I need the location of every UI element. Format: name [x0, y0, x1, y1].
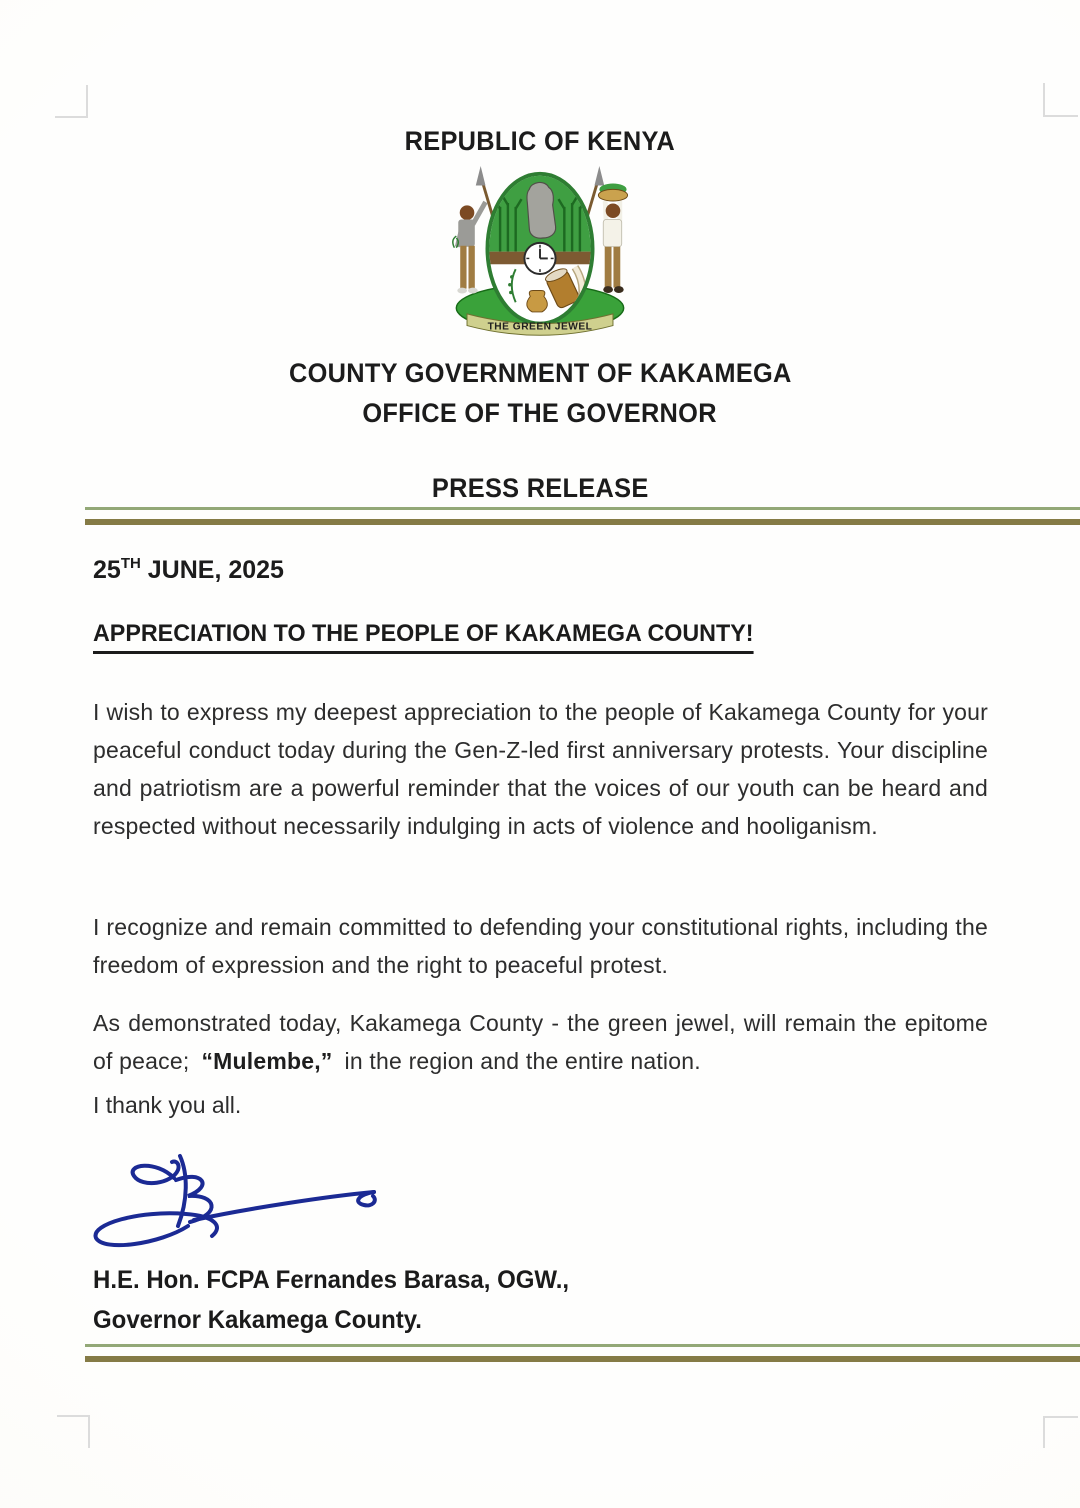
county-heading: [0, 358, 1080, 389]
subject-heading-text: APPRECIATION TO THE PEOPLE OF KAKAMEGA COUNTY!: [93, 620, 753, 654]
body-paragraph-3: [93, 1004, 988, 1080]
left-supporter-figure: [453, 202, 486, 293]
date-rest: JUNE, 2025: [140, 556, 284, 584]
footer-divider-olive-line: [85, 1356, 1080, 1362]
fold-mark-bottom-right: [1043, 1416, 1078, 1448]
signature: [90, 1148, 400, 1258]
footer-divider-green-line: [85, 1344, 1080, 1347]
office-heading: [0, 398, 1080, 429]
signatory-title: Governor Kakamega County.: [93, 1306, 422, 1334]
paragraph-3-before: As demonstrated today, Kakamega County - the green jewel, will remain the epitome of peace;: [93, 1010, 988, 1074]
kakamega-county-coat-of-arms: [438, 166, 643, 351]
header-divider-green-line: [85, 507, 1080, 510]
fold-mark-top-left: [55, 85, 88, 118]
paragraph-3-after: in the region and the entire nation.: [344, 1048, 701, 1074]
fold-mark-bottom-left: [57, 1415, 90, 1448]
header-divider: [85, 507, 1080, 525]
body-paragraph-1: I wish to express my deepest appreciation to the people of Kakamega County for your peaceful conduct today during the Gen-Z-led first anniversary protests. Your discipline and patriotism are a powerful reminder that the voices of our youth can be heard and respected without necessarily indulging in acts of violence and hooliganism.: [93, 699, 988, 839]
signatory-block: [93, 1260, 589, 1340]
republic-heading: [0, 126, 1080, 157]
clock-icon: [524, 243, 555, 274]
paragraph-3-mulembe: “Mulembe,”: [201, 1048, 333, 1074]
date-ordinal: TH: [120, 555, 141, 572]
emblem-motto: THE GREEN JEWEL: [487, 321, 593, 333]
date-line: [93, 556, 284, 585]
press-release-heading-text: PRESS RELEASE: [431, 473, 649, 503]
coat-of-arms-graphic: [438, 166, 643, 346]
subject-heading: [93, 620, 774, 654]
crying-stone-rock: [527, 182, 556, 238]
office-heading-text: OFFICE OF THE GOVERNOR: [362, 398, 718, 428]
footer-divider: [85, 1344, 1080, 1362]
body-paragraph-2: I recognize and remain committed to defending your constitutional rights, including the freedom of expression and the right to peaceful protest.: [93, 914, 988, 978]
closing-line: I thank you all.: [93, 1092, 242, 1118]
press-release-heading: [0, 473, 1080, 504]
republic-heading-text: REPUBLIC OF KENYA: [404, 126, 676, 156]
signature-ink-icon: [90, 1148, 400, 1258]
county-heading-text: COUNTY GOVERNMENT OF KAKAMEGA: [288, 358, 792, 388]
fold-mark-top-right: [1043, 83, 1078, 117]
signatory-name: H.E. Hon. FCPA Fernandes Barasa, OGW.,: [93, 1266, 570, 1294]
right-supporter-figure: [598, 184, 627, 293]
date-day: 25: [93, 556, 121, 584]
header-divider-olive-line: [85, 519, 1080, 525]
pot-icon: [527, 291, 548, 312]
